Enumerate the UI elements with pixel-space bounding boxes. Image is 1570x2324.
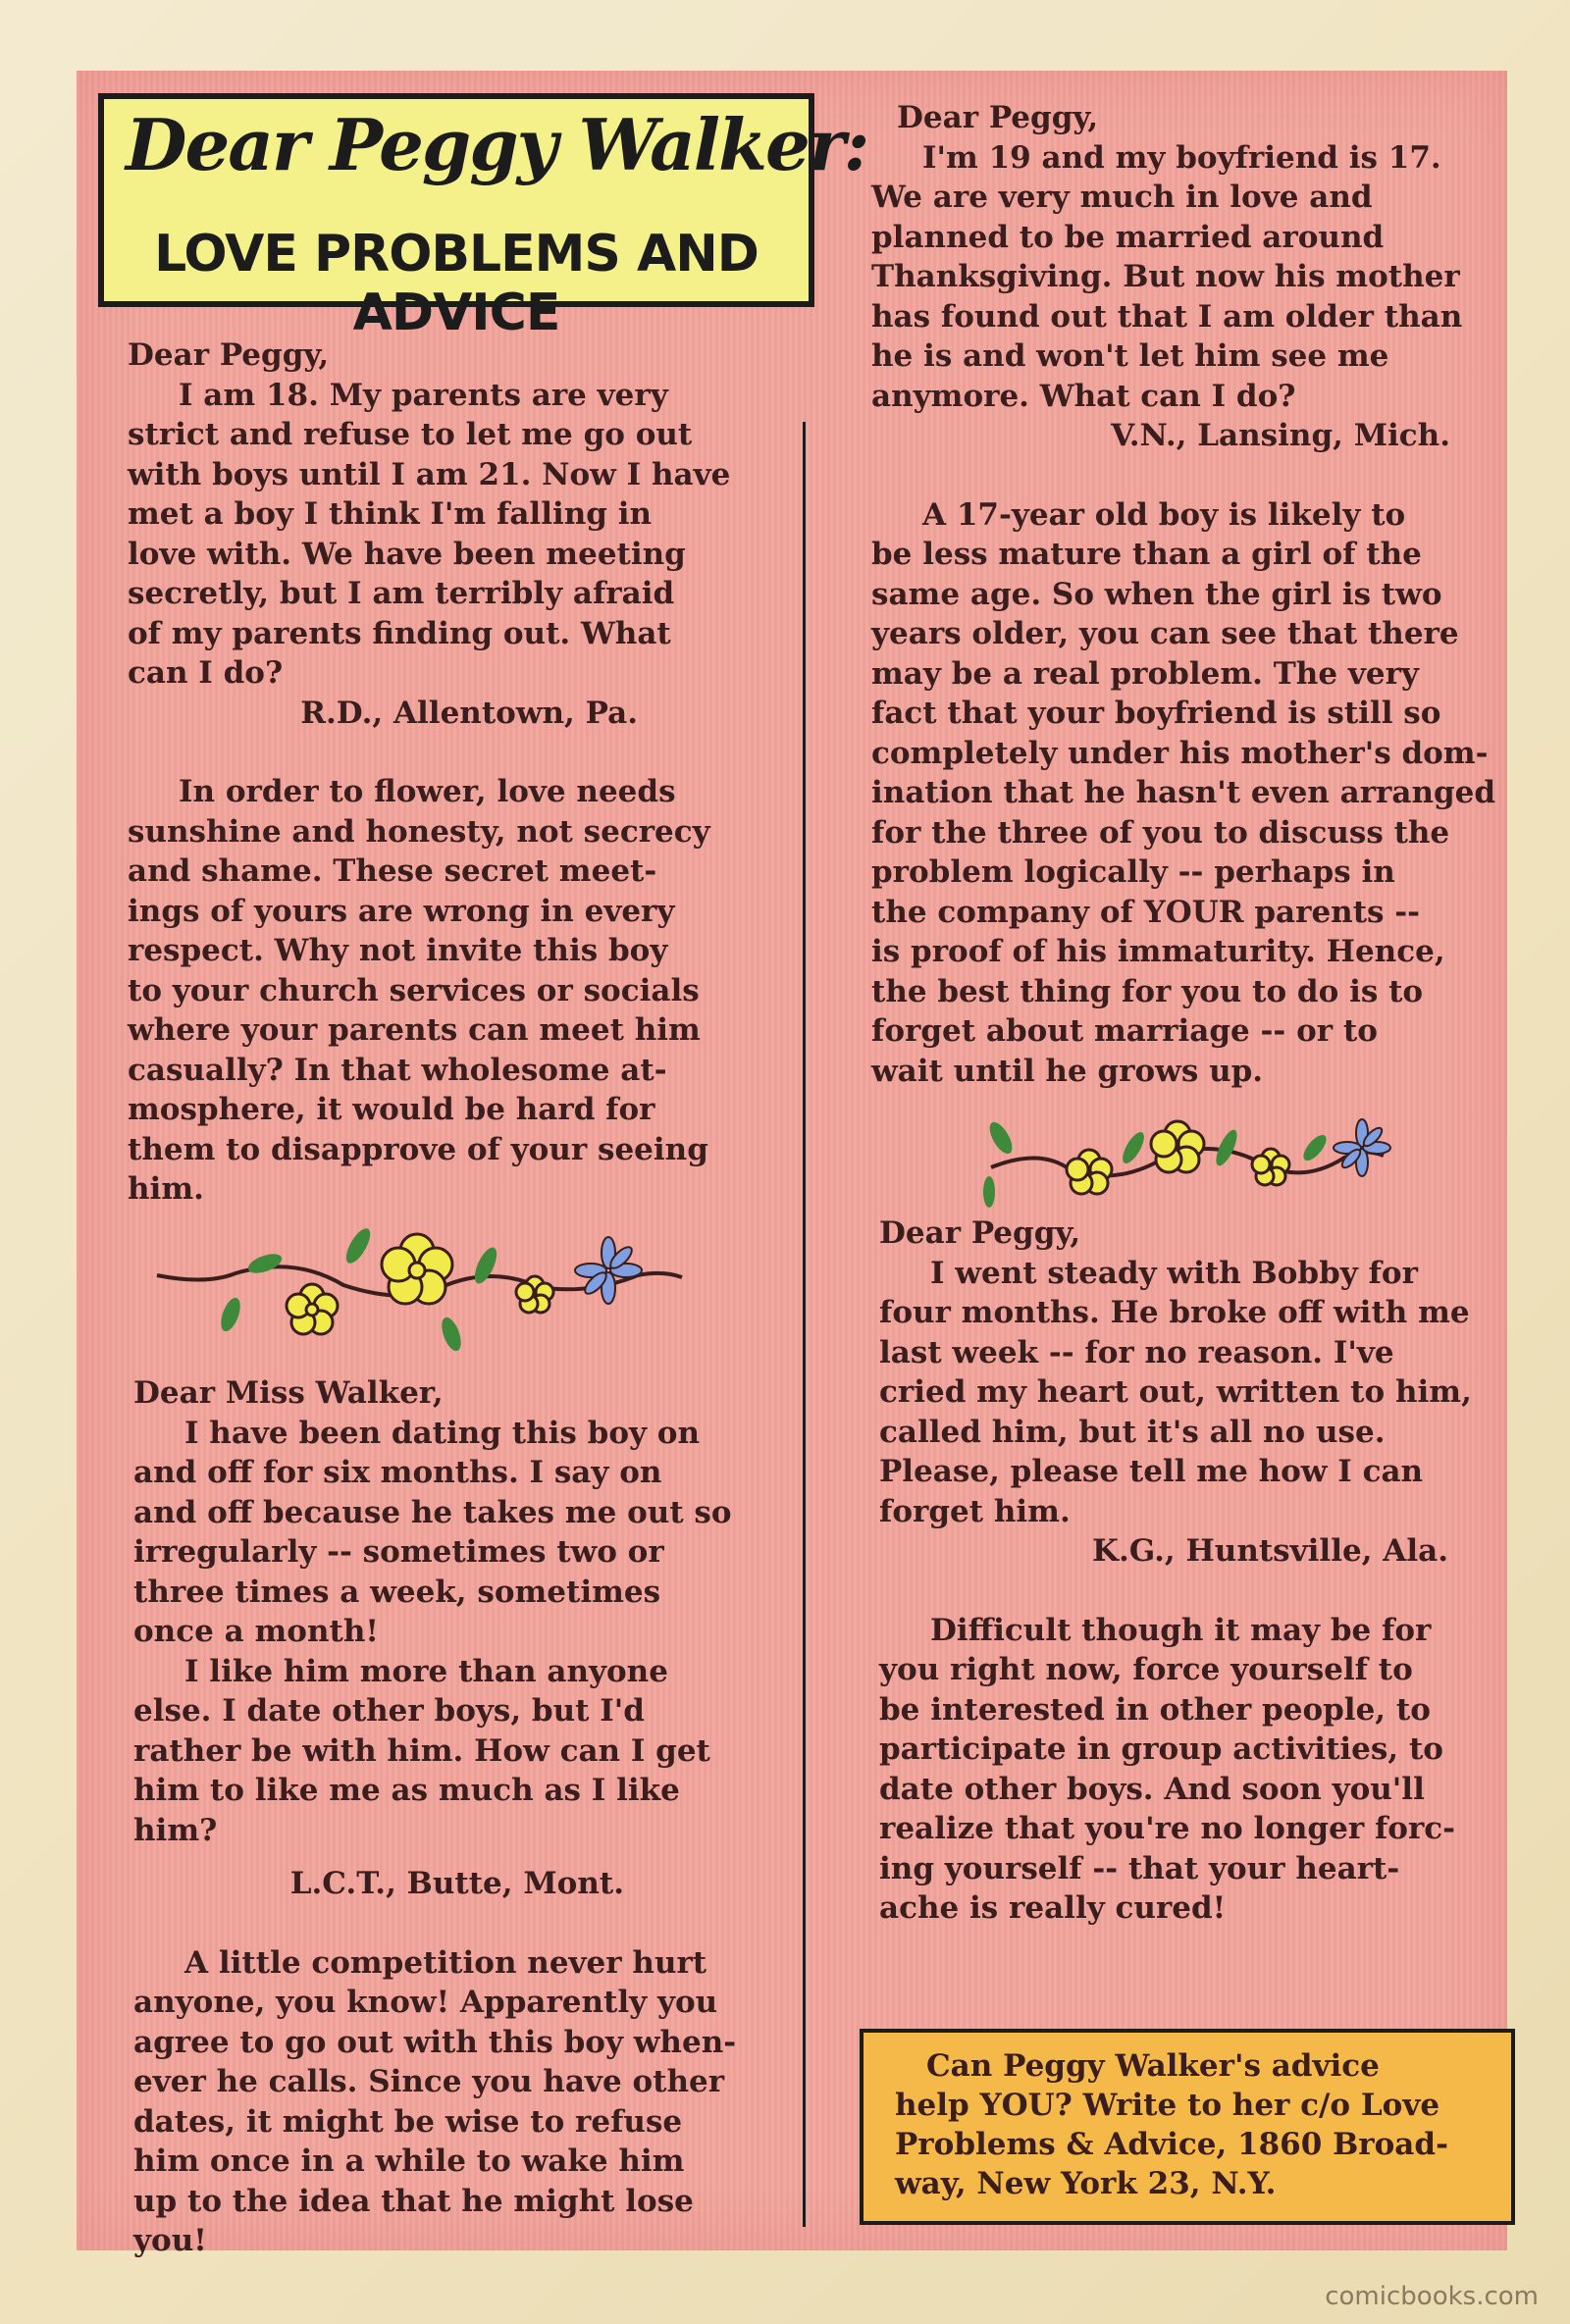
letter-line: rather be with him. How can I get [133,1732,710,1769]
letter-body [128,376,775,694]
answer-line: A little competition never hurt [184,1944,707,1981]
page-title: Dear Peggy Walker: [126,103,868,186]
letter-line: him to like me as much as I like [133,1773,680,1808]
answer-line: respect. Why not invite this boy [128,933,668,968]
answer-line: the company of YOUR parents -- [871,894,1421,930]
letter-line: Please, please tell me how I can [879,1454,1424,1489]
letter-line: I went steady with Bobby for [930,1255,1418,1291]
letter-body [133,1414,781,1851]
letter-line: irregularly -- sometimes two or [133,1534,664,1570]
letter-line: anymore. What can I do? [871,378,1296,414]
letter-body [879,1254,1497,1532]
answer-line: mosphere, it would be hard for [128,1092,655,1127]
page-subtitle: LOVE PROBLEMS AND ADVICE [154,225,759,342]
answer-line: and shame. These secret meet- [128,853,657,889]
letter-line: of my parents finding out. What [128,615,671,651]
letter-line: cried my heart out, written to him, [879,1374,1472,1410]
flower-garland-icon [147,1216,697,1354]
answer-line: ache is really cured! [879,1890,1227,1926]
letter-line: I'm 19 and my boyfriend is 17. [922,139,1441,176]
letter-line: three times a week, sometimes [133,1574,661,1610]
left-column-lower [133,1373,781,2261]
letter-salutation: Dear Peggy, [879,1215,1081,1251]
letter-line: Thanksgiving. But now his mother [871,259,1460,294]
letter-line: with boys until I am 21. Now I have [128,456,731,492]
answer-line: casually? In that wholesome at- [128,1052,667,1088]
answer-line: Difficult though it may be for [930,1612,1432,1648]
answer-line: up to the idea that he might lose [133,2183,694,2219]
contact-line: help YOU? Write to her c/o Love [895,2088,1440,2123]
letter-line: strict and refuse to let me go out [128,417,693,452]
answer-line: you right now, force yourself to [879,1652,1413,1687]
contact-line: Problems & Advice, 1860 Broad- [895,2127,1448,2162]
letter-line: last week -- for no reason. I've [879,1334,1394,1370]
answer-line: be less mature than a girl of the [871,537,1422,572]
answer-line: where your parents can meet him [128,1012,701,1048]
answer-line: realize that you're no longer forc- [879,1811,1456,1846]
advice-answer [879,1611,1497,1929]
letter-salutation: Dear Peggy, [128,337,330,373]
letter-body [871,138,1490,417]
contact-line: Can Peggy Walker's advice [926,2048,1380,2084]
answer-line: years older, you can see that there [871,616,1459,651]
letter-line: else. I date other boys, but I'd [133,1693,645,1729]
answer-line: date other boys. And soon you'll [879,1771,1425,1807]
answer-line: for the three of you to discuss the [871,814,1450,851]
answer-line: same age. So when the girl is two [871,576,1442,612]
letter-line: has found out that I am older than [871,298,1463,335]
letter-line: I have been dating this boy on [184,1415,701,1451]
answer-line: him once in a while to wake him [133,2143,685,2179]
advice-answer [871,495,1496,1092]
answer-line: wait until he grows up. [871,1053,1264,1089]
letter-line: he is and won't let him see me [871,338,1389,374]
answer-line: ings of yours are wrong in every [128,893,675,929]
column-divider [803,422,806,2227]
letter-signature: K.G., Huntsville, Ala. [1092,1533,1448,1569]
letter-line: can I do? [128,655,284,691]
letter-line: called him, but it's all no use. [879,1414,1386,1450]
letter-line: forget him. [879,1493,1071,1529]
letter-signature: V.N., Lansing, Mich. [1111,418,1450,453]
letter-line: planned to be married around [871,219,1385,255]
letter-line: once a month! [133,1614,379,1649]
answer-line: sunshine and honesty, not secrecy [128,813,710,850]
letter-line: love with. We have been meeting [128,536,686,572]
answer-line: may be a real problem. The very [871,655,1419,692]
letter-line: secretly, but I am terribly afraid [128,576,675,611]
letter-line: met a boy I think I'm falling in [128,496,653,532]
right-column [871,98,1496,1091]
letter-salutation: Dear Peggy, [897,100,1099,135]
letter-line: We are very much in love and [871,180,1373,215]
letter-line: him? [133,1812,218,1848]
letter-line: I am 18. My parents are very [179,377,668,413]
advice-answer [133,1943,781,2261]
answer-line: them to disapprove of your seeing [128,1131,708,1167]
watermark: comicbooks.com [1325,2282,1539,2311]
answer-line: agree to go out with this boy when- [133,2024,737,2060]
answer-line: fact that your boyfriend is still so [871,696,1441,731]
letter-signature: R.D., Allentown, Pa. [300,695,638,731]
answer-line: you! [133,2223,207,2258]
answer-line: dates, it might be wise to refuse [133,2103,683,2140]
answer-line: forget about marriage -- or to [871,1013,1378,1049]
contact-box [860,2029,1515,2225]
answer-line: ever he calls. Since you have other [133,2064,725,2099]
answer-line: completely under his mother's dom- [871,735,1489,771]
advice-answer [128,772,775,1210]
answer-line: ination that he hasn't even arranged [871,775,1496,810]
contact-line: way, New York 23, N.Y. [895,2166,1277,2201]
answer-line: be interested in other people, to [879,1691,1431,1728]
letter-line: and off because he takes me out so [133,1494,732,1530]
answer-line: ing yourself -- that your heart- [879,1850,1400,1886]
answer-line: is proof of his immaturity. Hence, [871,934,1445,969]
left-column [128,336,775,1210]
letter-salutation: Dear Miss Walker, [133,1375,444,1411]
answer-line: him. [128,1171,204,1207]
answer-line: anyone, you know! Apparently you [133,1985,718,2020]
answer-line: participate in group activities, to [879,1731,1443,1767]
answer-line: to your church services or socials [128,972,700,1008]
flower-garland-icon [971,1109,1413,1216]
right-column-lower [879,1214,1497,1929]
title-box [98,93,868,342]
answer-line: problem logically -- perhaps in [871,854,1395,890]
answer-line: In order to flower, love needs [179,774,676,809]
answer-line: A 17-year old boy is likely to [922,496,1406,533]
letter-line: and off for six months. I say on [133,1455,662,1490]
letter-line: four months. He broke off with me [879,1295,1470,1330]
letter-line: I like him more than anyone [184,1653,668,1689]
answer-line: the best thing for you to do is to [871,973,1424,1009]
letter-signature: L.C.T., Butte, Mont. [289,1866,624,1901]
